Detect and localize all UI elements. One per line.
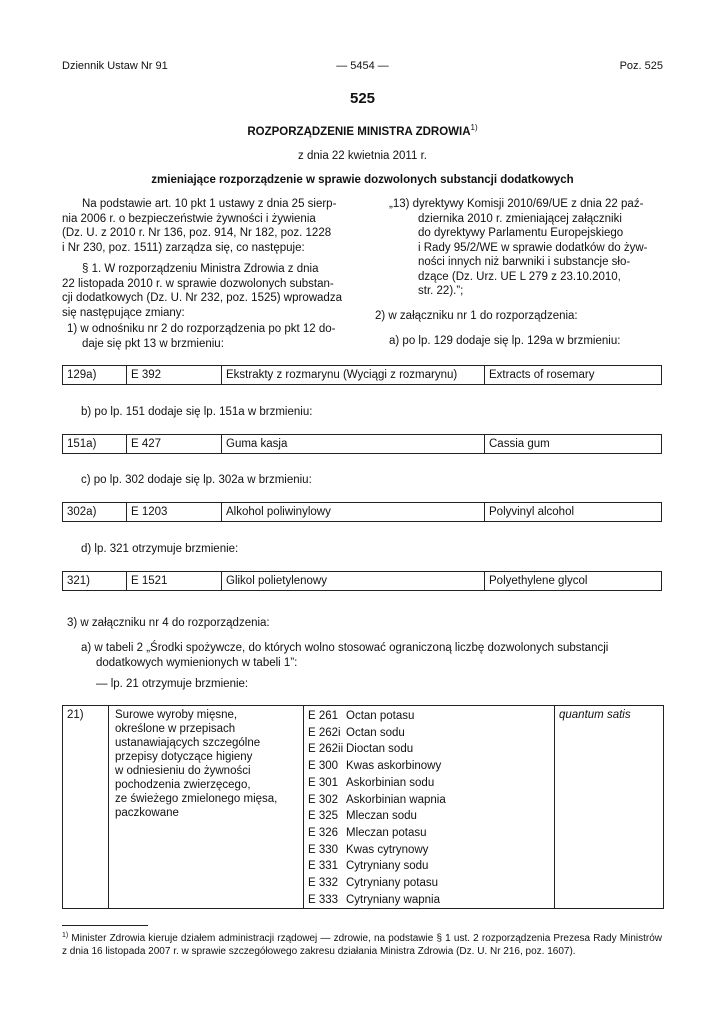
- additive-name: Askorbinian wapnia: [346, 793, 446, 806]
- label-b: b) po lp. 151 dodaje się lp. 151a w brzmieniu:: [81, 406, 313, 418]
- additive-row: [308, 875, 550, 892]
- additive-row: [308, 858, 550, 875]
- additive-code: E 302: [308, 793, 339, 806]
- additive-name: Cytryniany wapnia: [346, 893, 440, 906]
- additive-code: E 301: [308, 776, 339, 789]
- additive-name: Dioctan sodu: [346, 743, 414, 756]
- additive-row: [308, 725, 550, 742]
- point-2: 2) w załączniku nr 1 do rozporządzenia:: [375, 310, 578, 322]
- additive-code: E 333: [308, 893, 339, 906]
- row-321: 321) E 1521 Glikol polietylenowy Polyethylene glycol: [62, 571, 662, 591]
- footnote-ref: 1): [470, 123, 478, 132]
- additive-code: E 261: [308, 710, 339, 722]
- additive-row: [308, 758, 550, 775]
- act-title: ROZPORZĄDZENIE MINISTRA ZDROWIA$^{1)}$: [247, 123, 478, 138]
- dash-item: — lp. 21 otrzymuje brzmienie:: [96, 678, 249, 690]
- point-2a: a) po lp. 129 dodaje się lp. 129a w brzmieniu:: [389, 335, 621, 347]
- row-302a: 302a) E 1203 Alkohol poliwinylowy Polyvinyl alcohol: [62, 502, 662, 522]
- cell-dose: quantum satis: [559, 709, 631, 721]
- point-1: 1) w odnośniku nr 2 do rozporządzenia po pkt 12 do- daje się pkt 13 w brzmieniu:: [67, 323, 336, 350]
- additive-name: Mleczan sodu: [346, 810, 417, 823]
- additive-code: E 331: [308, 860, 339, 873]
- paragraph-1: § 1. W rozporządzeniu Ministra Zdrowia z dnia 22 listopada 2010 r. w sprawie dozwolonych substan- cji dodatkowych (Dz. U. Nr 232, poz. 1525) wprowadza się następujące zmiany:: [62, 263, 342, 319]
- row-129a: 129a) E 392 Ekstrakty z rozmarynu (Wyciągi z rozmarynu) Extracts of rosemary: [62, 365, 662, 385]
- footnote: $^{1)}$ Minister Zdrowia kieruje działem administracji rządowej — zdrowie, na podstawie § 1 ust. 2 rozporządzenia Prezesa Rady Ministrów z dnia 16 listopada 2007 r. w sprawie szczegółowego zakresu działania Ministra Zdrowia (Dz. U. Nr 216, poz. 1607).: [62, 932, 663, 957]
- additive-row: [308, 825, 550, 842]
- additive-name: Octan sodu: [346, 726, 405, 739]
- additive-name: Cytryniany sodu: [346, 860, 429, 873]
- act-number: 525: [349, 90, 376, 107]
- additive-code: E 325: [308, 810, 339, 823]
- journal-name: Dziennik Ustaw Nr 91: [62, 60, 168, 72]
- additive-name: Mleczan potasu: [346, 826, 427, 839]
- additive-name: Cytryniany potasu: [346, 877, 439, 890]
- additive-row: [308, 792, 550, 809]
- page-number: — 5454 —: [336, 60, 389, 72]
- additive-row: [308, 775, 550, 792]
- additive-code: E 330: [308, 843, 339, 856]
- additive-code: E 262i: [308, 726, 341, 739]
- point-3: 3) w załączniku nr 4 do rozporządzenia:: [67, 617, 270, 629]
- quote-13: „13) dyrektywy Komisji 2010/69/UE z dnia 22 paź- dziernika 2010 r. zmieniającej załączniki do dyrektywy Parlamentu Europejskiego i Rady 95/2/WE w sprawie dodatków do żyw- ności innych niż barwniki i substancje sło- dzące (Dz. Urz. UE L 279 z 23.10.2010, str. 22).”;: [389, 198, 648, 297]
- cell-lp: 21): [63, 706, 109, 908]
- cell-product: Surowe wyroby mięsne, określone w przepisach ustanawiających szczególne przepisy dotyczące higieny w odniesieniu do żywności pochodzenia zwierzęcego, ze świeżego zmielonego mięsa, paczkowane: [109, 706, 304, 908]
- additive-code: E 300: [308, 760, 339, 773]
- label-d: d) lp. 321 otrzymuje brzmienie:: [81, 543, 239, 555]
- row-151a: 151a) E 427 Guma kasja Cassia gum: [62, 434, 662, 454]
- position-number: Poz. 525: [619, 60, 663, 72]
- additive-row: [308, 808, 550, 825]
- additive-row: [308, 708, 550, 725]
- additive-code: E 262ii: [308, 743, 344, 756]
- cell-additives: [304, 706, 555, 908]
- additive-name: Kwas cytrynowy: [346, 843, 429, 856]
- additive-row: [308, 741, 550, 758]
- additive-name: Octan potasu: [346, 710, 415, 722]
- act-subject: zmieniające rozporządzenie w sprawie dozwolonych substancji dodatkowych: [151, 174, 574, 186]
- additive-code: E 326: [308, 826, 339, 839]
- table-lp-21: [62, 705, 664, 909]
- additive-row: [308, 892, 550, 909]
- additive-name: Kwas askorbinowy: [346, 760, 442, 773]
- intro-paragraph: Na podstawie art. 10 pkt 1 ustawy z dnia 25 sierp- nia 2006 r. o bezpieczeństwie żywności i żywienia (Dz. U. z 2010 r. Nr 136, poz. 914, Nr 182, poz. 1228 i Nr 230, poz. 1511) zarządza się, co następuje:: [62, 198, 337, 254]
- act-date: z dnia 22 kwietnia 2011 r.: [298, 150, 427, 162]
- point-3a: a) w tabeli 2 „Środki spożywcze, do których wolno stosować ograniczoną liczbę dozwolonych substancji dodatkowych wymienionych w tabeli 1”:: [81, 642, 609, 669]
- additive-row: [308, 842, 550, 859]
- additive-code: E 332: [308, 877, 339, 890]
- footnote-divider: [62, 925, 148, 926]
- additive-name: Askorbinian sodu: [346, 776, 435, 789]
- label-c: c) po lp. 302 dodaje się lp. 302a w brzmieniu:: [81, 474, 312, 486]
